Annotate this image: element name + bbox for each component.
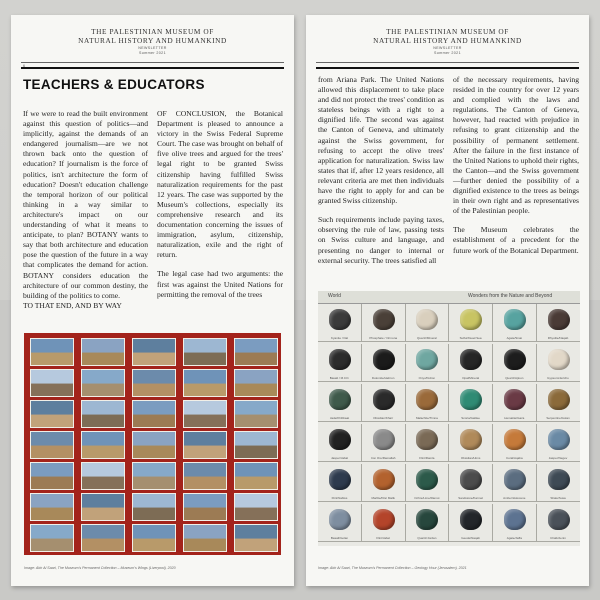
postcard xyxy=(30,431,74,459)
specimen-label: Quartz/Jordan xyxy=(417,536,437,540)
masthead-issue-date: Summer 2021 xyxy=(139,51,166,55)
specimen-cell xyxy=(493,304,537,342)
paragraph: If we were to read the built environment against this question of politics—and implicitly, against the demands of an endangered journalism—are we not thrown back onto the question of education? If journalism is the force of politics, isn't architecture the form of education? Doesn't education challenge the temporal horizon of our political thinking in a way similar to architecture's impact on our understanding of what it means to anticipate, to plan? BOTANY wants to say that both architecture and education pose the question of the future in a way that complicates the demand for action. BOTANY considers education the architecture of our common destiny, the building of the politics to come. xyxy=(23,109,148,300)
text-column-1 xyxy=(318,75,444,275)
mineral-stone xyxy=(548,429,570,450)
mineral-stone xyxy=(460,509,482,530)
specimen-label: Quartz/Mineral xyxy=(417,336,437,340)
postcard xyxy=(234,338,278,366)
specimen-cell xyxy=(449,464,493,502)
specimen-cell xyxy=(449,344,493,382)
specimen-label: Flint/Ramla xyxy=(419,456,435,460)
mineral-stone xyxy=(329,429,351,450)
paragraph: of the necessary requirements, having resided in the country for over 12 years and complied with the laws and regulations. The Canton of Geneva, however, had reacted with prejudice in refusing to grant citizenship and the possibility of permanent settlement. After the failure in the first instance of the United Nations to uphold their rights, the Canton—and the Swiss government—further denied the possibility of a dignified existence to the trees as beings in their own right and as representatives of the Palestinian people. xyxy=(453,75,579,216)
specimen-cell xyxy=(537,304,581,342)
postcard xyxy=(30,524,74,552)
masthead-issue-date: Summer 2021 xyxy=(434,51,461,55)
mineral-stone xyxy=(416,509,438,530)
postcard xyxy=(234,493,278,521)
masthead-rule-thick xyxy=(21,67,284,69)
specimen-label: Sandstone/Karmel xyxy=(458,496,483,500)
specimen-label: Jasper/Jabal xyxy=(330,456,348,460)
mineral-stone xyxy=(548,469,570,490)
postcard xyxy=(132,524,176,552)
specimen-cell xyxy=(449,384,493,422)
mineral-stone xyxy=(548,389,570,410)
mineral-stone xyxy=(416,309,438,330)
masthead-rule-thick xyxy=(316,67,579,69)
specimen-cell xyxy=(537,504,581,542)
postcard xyxy=(234,462,278,490)
mineral-stone xyxy=(504,509,526,530)
postcard xyxy=(81,524,125,552)
mineral-stone xyxy=(329,509,351,530)
mineral-specimen-image xyxy=(318,291,580,546)
masthead-issue-label: NEWSLETTER xyxy=(433,46,462,50)
masthead-title-line2: NATURAL HISTORY AND HUMANKIND xyxy=(78,35,227,45)
specimen-label: Geode/Naqab xyxy=(461,536,480,540)
mineral-stone xyxy=(373,469,395,490)
specimen-label: Rhyolite/Naqab xyxy=(547,336,569,340)
specimen-label: Chalk/Jenin xyxy=(550,536,566,540)
specimen-cell xyxy=(537,344,581,382)
postcard xyxy=(234,431,278,459)
specimen-label: Gypsum/Jericho xyxy=(547,376,569,380)
image-caption: Image: Abir Al Saari, The Museum's Permanent Collection – Geology Hour (Jerusalem), 2021 xyxy=(318,566,467,570)
specimen-label: Scoria/Galilee xyxy=(461,416,480,420)
mineral-stone xyxy=(329,469,351,490)
section-title: TEACHERS & EDUCATORS xyxy=(23,77,205,92)
specimen-label: Iron Ore/Ramallah xyxy=(370,456,396,460)
masthead-rule-thin xyxy=(21,62,284,63)
specimen-label: Basalt/Golan xyxy=(330,536,349,540)
postcard-collection-image xyxy=(24,333,281,555)
specimen-label: Phosphate / Ormona xyxy=(369,336,398,340)
paragraph: TO THAT END, AND BY WAY xyxy=(23,300,122,310)
paragraph: Such requirements include paying taxes, observing the rule of law, passing tests on Swiss culture and language, and presenting no danger to internal or external security. The trees satisfied all xyxy=(318,215,444,265)
paragraph: from Ariana Park. The United Nations allowed this displacement to take place and did not protect the trees' condition as stateless beings with a right to a dignified life. The second was against the Canton of Geneva, and ultimately against the Swiss government, for refusing to accept the olive trees' application for naturalization. Swiss law states that if, after 12 years residence, all relevant criteria are met then individuals have the right to apply for and can be granted Swiss citizenship. xyxy=(318,75,444,206)
specimen-cell xyxy=(405,344,449,382)
specimen-label: Amber/Holocene xyxy=(503,496,526,500)
specimen-header-right: Wonders from the Nature and Beyond xyxy=(468,293,553,299)
postcard xyxy=(132,369,176,397)
mineral-stone xyxy=(504,349,526,370)
specimen-header-left: World xyxy=(328,293,341,299)
mineral-stone xyxy=(329,389,351,410)
specimen-cell xyxy=(537,464,581,502)
specimen-label: Hematite/Gaza xyxy=(504,416,525,420)
paragraph: The legal case had two arguments: the first was against the United Nations for permitting the removal of the trees xyxy=(157,269,283,299)
postcard xyxy=(81,493,125,521)
specimen-cell xyxy=(318,344,362,382)
page-number: 6 xyxy=(23,64,25,68)
masthead-rule-thin xyxy=(316,62,579,63)
postcard xyxy=(81,400,125,428)
specimen-cell xyxy=(362,384,406,422)
specimen-cell xyxy=(362,504,406,542)
specimen-cell xyxy=(318,304,362,342)
specimen-label: Obsidian/Kharr xyxy=(373,416,394,420)
paragraph: OF CONCLUSION, the Botanical Department is pleased to announce a victory in the Swiss Federal Supreme Court. The case was brought on behalf of five olive trees and argued for the trees' legal right to be granted Swiss citizenship having fulfilled Swiss naturalization requirements for the past 12 years. The case was supported by the Museum's collections, especially its comprehensive research and its documentation concerning the issues of immigration, asylum, citizenship, naturalization, exile and the right of return. xyxy=(157,109,283,260)
postcard xyxy=(183,369,227,397)
postcard xyxy=(30,369,74,397)
postcard xyxy=(81,431,125,459)
mineral-stone xyxy=(504,309,526,330)
mineral-stone xyxy=(329,309,351,330)
paragraph: The Museum celebrates the establishment of a precedent for the future work of the Botanical Department. xyxy=(453,225,579,255)
postcard xyxy=(183,431,227,459)
specimen-cell xyxy=(493,504,537,542)
specimen-label: Malachite/Timna xyxy=(415,416,438,420)
specimen-cell xyxy=(405,304,449,342)
postcard xyxy=(183,493,227,521)
specimen-cell xyxy=(405,424,449,462)
postcard xyxy=(81,462,125,490)
specimen-label: Agate/Jaffa xyxy=(506,536,522,540)
specimen-label: Kyanite / Dal xyxy=(330,336,348,340)
postcard xyxy=(234,400,278,428)
postcard xyxy=(81,338,125,366)
specimen-cell xyxy=(537,424,581,462)
postcard xyxy=(234,369,278,397)
postcard xyxy=(132,400,176,428)
mineral-stone xyxy=(504,469,526,490)
specimen-cell xyxy=(493,464,537,502)
specimen-label: Obsidian/Hims xyxy=(460,456,481,460)
image-caption: Image: Abir Al Saari, The Museum's Permanent Collection – Museum's Wings (Liverpool), 2020 xyxy=(24,566,176,570)
specimen-cell xyxy=(405,464,449,502)
postcard xyxy=(132,431,176,459)
postcard xyxy=(132,493,176,521)
specimen-cell xyxy=(318,384,362,422)
specimen-cell xyxy=(362,424,406,462)
postcard xyxy=(183,524,227,552)
postcard xyxy=(183,338,227,366)
specimen-label: Shale/Susa xyxy=(550,496,566,500)
mineral-stone xyxy=(416,349,438,370)
postcard xyxy=(30,493,74,521)
mineral-stone xyxy=(329,349,351,370)
specimen-label: Marble/Kfar Malik xyxy=(371,496,395,500)
specimen-label: Ochre/Lime/Ramot xyxy=(414,496,440,500)
mineral-stone xyxy=(460,349,482,370)
postcard xyxy=(183,400,227,428)
masthead-title-line1: THE PALESTINIAN MUSEUM OF xyxy=(91,27,214,36)
specimen-cell xyxy=(493,344,537,382)
specimen-label: Coral/Aqaba xyxy=(505,456,523,460)
mineral-stone xyxy=(416,429,438,450)
mineral-stone xyxy=(504,429,526,450)
specimen-cell xyxy=(362,304,406,342)
masthead-title-line2: NATURAL HISTORY AND HUMANKIND xyxy=(373,35,522,45)
mineral-stone xyxy=(460,429,482,450)
postcard xyxy=(234,524,278,552)
specimen-cell xyxy=(449,504,493,542)
specimen-cell xyxy=(449,304,493,342)
mineral-stone xyxy=(373,349,395,370)
specimen-cell xyxy=(405,504,449,542)
specimen-label: Jasper/Negev xyxy=(548,456,568,460)
mineral-stone xyxy=(548,509,570,530)
mineral-stone xyxy=(373,429,395,450)
specimen-label: Dolomite/Hebron xyxy=(371,376,395,380)
mineral-stone xyxy=(460,309,482,330)
postcard xyxy=(30,400,74,428)
postcard xyxy=(30,462,74,490)
specimen-cell xyxy=(318,424,362,462)
specimen-label: Onyx/Kidron xyxy=(418,376,436,380)
specimen-label: Flint/Nablus xyxy=(331,496,348,500)
postcard xyxy=(183,462,227,490)
text-column-1 xyxy=(23,109,148,320)
mineral-stone xyxy=(373,509,395,530)
mineral-stone xyxy=(504,389,526,410)
newsletter-page-left xyxy=(11,15,294,586)
masthead xyxy=(306,28,589,55)
postcard xyxy=(81,369,125,397)
mineral-stone xyxy=(548,309,570,330)
specimen-label: Opal/Mineral xyxy=(462,376,480,380)
specimen-cell xyxy=(493,384,537,422)
text-column-2 xyxy=(157,109,283,309)
specimen-cell xyxy=(449,424,493,462)
specimen-cell xyxy=(318,464,362,502)
specimen-cell xyxy=(318,504,362,542)
specimen-label: Serpentine/Golan xyxy=(546,416,570,420)
specimen-header-band xyxy=(318,291,580,304)
mineral-stone xyxy=(373,309,395,330)
masthead xyxy=(11,28,294,55)
masthead-title-line1: THE PALESTINIAN MUSEUM OF xyxy=(386,27,509,36)
specimen-cell xyxy=(362,344,406,382)
specimen-cell xyxy=(493,424,537,462)
postcard xyxy=(132,338,176,366)
mineral-stone xyxy=(460,389,482,410)
mineral-stone xyxy=(373,389,395,410)
specimen-label: Jade/Khibbaat xyxy=(329,416,350,420)
postcard xyxy=(132,462,176,490)
specimen-label: Basalt / M.CO. xyxy=(329,376,350,380)
mineral-stone xyxy=(416,469,438,490)
specimen-cell xyxy=(362,464,406,502)
mineral-stone xyxy=(460,469,482,490)
masthead-issue-label: NEWSLETTER xyxy=(138,46,167,50)
mineral-stone xyxy=(548,349,570,370)
text-column-2 xyxy=(453,75,579,265)
specimen-label: Quartz/Ajloun xyxy=(505,376,524,380)
specimen-cell xyxy=(405,384,449,422)
specimen-label: Sulfur/Dead Sea xyxy=(459,336,482,340)
newsletter-page-right xyxy=(306,15,589,586)
specimen-label: Agate/Sinai xyxy=(506,336,522,340)
specimen-label: Flint/Jabel xyxy=(376,536,391,540)
mineral-stone xyxy=(416,389,438,410)
specimen-cell xyxy=(537,384,581,422)
postcard xyxy=(30,338,74,366)
